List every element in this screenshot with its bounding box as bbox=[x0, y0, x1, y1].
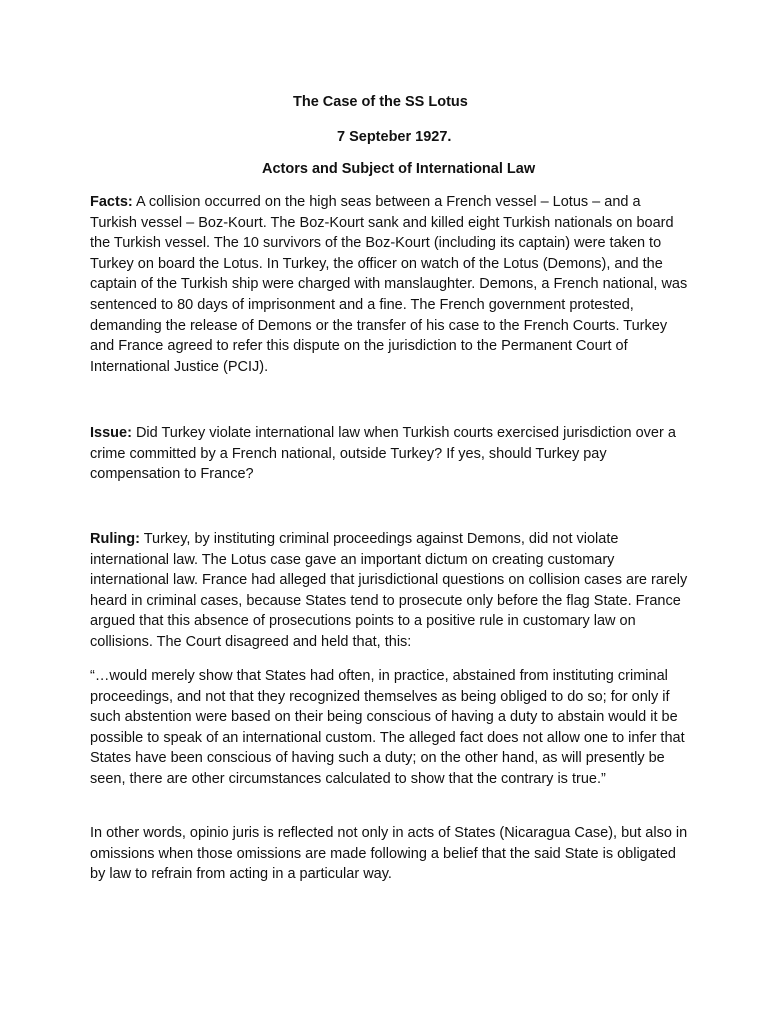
document-date: 7 Septeber 1927. bbox=[337, 129, 452, 145]
ruling-text: Turkey, by instituting criminal proceedings against Demons, did not violate international law. The Lotus case gave an important dictum on creating customary international law. France had alleged that jurisdictional questions on collision cases are rarely heard in criminal cases, because States tend to prosecute only before the flag State. France argued that this absence of prosecutions points to a positive rule in customary law on collisions. The Court disagreed and held that, this: bbox=[90, 531, 688, 650]
issue-text: Did Turkey violate international law when Turkish courts exercised jurisdiction over a crime committed by a French national, outside Turkey? If yes, should Turkey pay compensation to France? bbox=[90, 425, 676, 483]
facts-paragraph bbox=[90, 192, 690, 377]
issue-paragraph bbox=[90, 423, 690, 485]
facts-text: A collision occurred on the high seas between a French vessel – Lotus – and a Turkish vessel – Boz-Kourt. The Boz-Kourt sank and killed eight Turkish nationals on board the Turkish vessel. The 10 survivors of the Boz-Kourt (including its captain) were taken to Turkey on board the Lotus. In Turkey, the officer on watch of the Lotus (Demons), and the captain of the Turkish ship were charged with manslaughter. Demons, a French national, was sentenced to 80 days of imprisonment and a fine. The French government protested, demanding the release of Demons or the transfer of his case to the French Courts. Turkey and France agreed to refer this dispute on the jurisdiction to the Permanent Court of International Justice (PCIJ). bbox=[90, 194, 688, 375]
document-title: The Case of the SS Lotus bbox=[293, 94, 468, 110]
other-words-paragraph: In other words, opinio juris is reflected not only in acts of States (Nicaragua Case), but also in omissions when those omissions are made following a belief that the said State is obligated by law to refrain from acting in a particular way. bbox=[90, 825, 688, 883]
document-subtitle: Actors and Subject of International Law bbox=[262, 161, 536, 177]
ruling-label: Ruling: bbox=[90, 531, 140, 547]
issue-label: Issue: bbox=[90, 425, 132, 441]
ruling-paragraph bbox=[90, 529, 690, 653]
court-quote-paragraph: “…would merely show that States had often, in practice, abstained from instituting criminal proceedings, and not that they recognized themselves as being obliged to do so; for only if such abstention were based on their being conscious of having a duty to abstain would it be possible to speak of an international custom. The alleged fact does not allow one to infer that States have been conscious of having such a duty; on the other hand, as will presently be seen, there are other circumstances calculated to show that the contrary is true.” bbox=[90, 668, 685, 787]
facts-label: Facts: bbox=[90, 194, 133, 210]
